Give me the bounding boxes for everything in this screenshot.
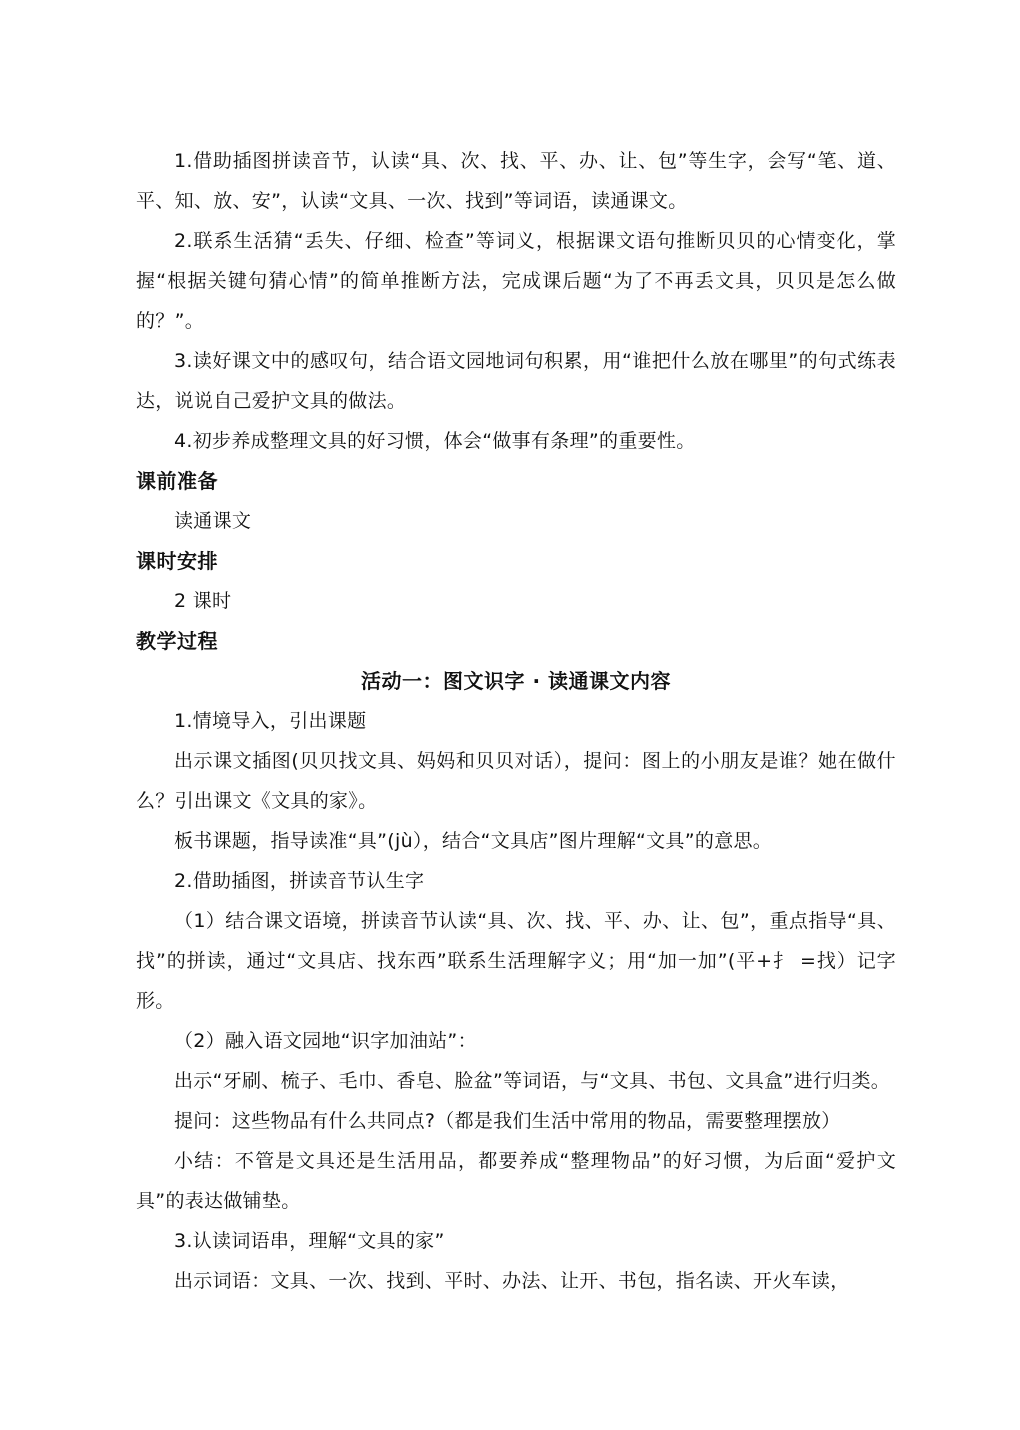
- process-paragraph: （1）结合课文语境，拼读音节认读“具、次、找、平、办、让、包”，重点指导“具、找”的拼读，通过“文具店、找东西”联系生活理解字义；用“加一加”(平+扌 =找）记字形。: [136, 910, 896, 1012]
- objective-1: 1.借助插图拼读音节，认读“具、次、找、平、办、让、包”等生字，会写“笔、道、平、知、放、安”，认读“文具、一次、找到”等词语，读通课文。: [136, 150, 896, 212]
- process-paragraph: 1.情境导入，引出课题: [174, 710, 367, 732]
- process-paragraph: 出示课文插图(贝贝找文具、妈妈和贝贝对话），提问：图上的小朋友是谁？她在做什么？引出课文《文具的家》。: [136, 750, 896, 812]
- process-paragraph: （2）融入语文园地“识字加油站”：: [174, 1030, 477, 1052]
- process-paragraph: 板书课题，指导读准“具”(jù），结合“文具店”图片理解“文具”的意思。: [174, 830, 773, 852]
- schedule-text: 2 课时: [174, 590, 232, 612]
- lesson-plan-content: [136, 141, 896, 1301]
- process-paragraph: 提问：这些物品有什么共同点?（都是我们生活中常用的物品，需要整理摆放）: [174, 1110, 841, 1132]
- prep-text: 读通课文: [174, 510, 252, 532]
- process-heading: 教学过程: [136, 629, 218, 653]
- activity-title: 活动一：图文识字 · 读通课文内容: [360, 669, 672, 693]
- process-paragraph: 小结：不管是文具还是生活用品，都要养成“整理物品”的好习惯，为后面“爱护文具”的表达做铺垫。: [136, 1150, 896, 1212]
- prep-heading: 课前准备: [136, 469, 218, 493]
- process-paragraph: 3.认读词语串，理解“文具的家”: [174, 1230, 445, 1252]
- process-paragraph: 出示词语：文具、一次、找到、平时、办法、让开、书包，指名读、开火车读，: [174, 1270, 850, 1292]
- process-paragraph: 2.借助插图，拼读音节认生字: [174, 870, 425, 892]
- schedule-heading: 课时安排: [136, 549, 218, 573]
- objective-2: 2.联系生活猜“丢失、仔细、检查”等词义，根据课文语句推断贝贝的心情变化，掌握“根据关键句猜心情”的简单推断方法，完成课后题“为了不再丢文具，贝贝是怎么做的？”。: [136, 230, 896, 332]
- objective-3: 3.读好课文中的感叹句，结合语文园地词句积累，用“谁把什么放在哪里”的句式练表达，说说自己爱护文具的做法。: [136, 350, 896, 412]
- process-paragraph: 出示“牙刷、梳子、毛巾、香皂、脸盆”等词语，与“文具、书包、文具盒”进行归类。: [174, 1070, 891, 1092]
- objective-4: 4.初步养成整理文具的好习惯，体会“做事有条理”的重要性。: [174, 430, 696, 452]
